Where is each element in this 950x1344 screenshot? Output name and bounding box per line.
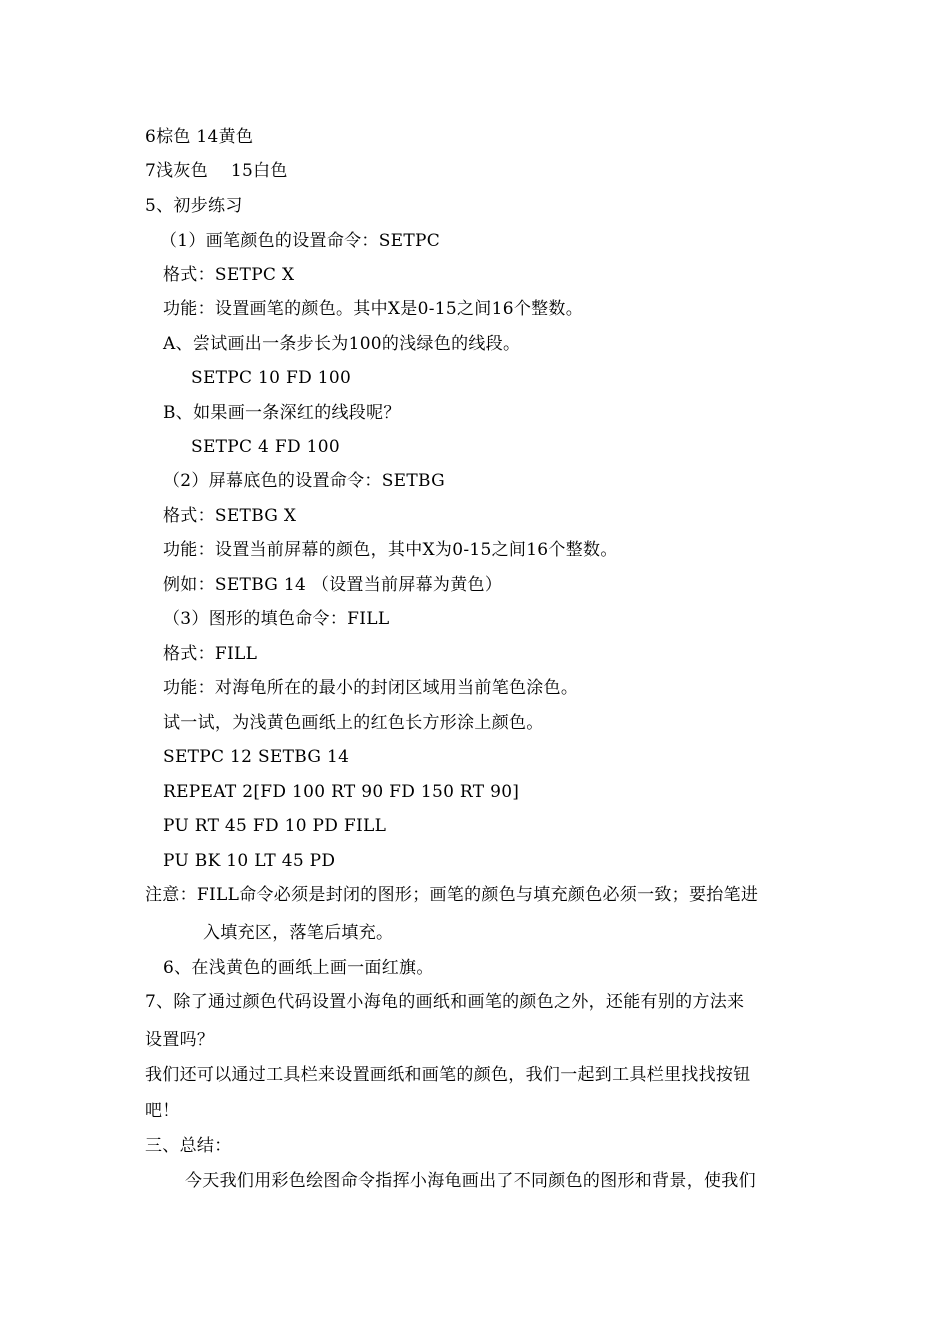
subsection-heading-setbg: （2）屏幕底色的设置命令：SETBG bbox=[163, 471, 445, 491]
exercise-a: A、尝试画出一条步长为100的浅绿色的线段。 bbox=[163, 334, 521, 354]
summary-heading: 三、总结： bbox=[145, 1136, 232, 1156]
color-list-line-7-15: 7浅灰色 15白色 bbox=[145, 161, 288, 181]
fill-code-line-3: PU RT 45 FD 10 PD FILL bbox=[163, 816, 387, 836]
toolbar-paragraph-line-2: 吧！ bbox=[145, 1101, 180, 1121]
setbg-example: 例如：SETBG 14 （设置当前屏幕为黄色） bbox=[163, 575, 503, 595]
subsection-heading-setpc: （1）画笔颜色的设置命令：SETPC bbox=[160, 231, 441, 251]
fill-code-line-1: SETPC 12 SETBG 14 bbox=[163, 747, 350, 767]
fill-try-it: 试一试，为浅黄色画纸上的红色长方形涂上颜色。 bbox=[163, 713, 544, 733]
color-list-line-6-14: 6棕色 14黄色 bbox=[145, 127, 254, 147]
setbg-format: 格式：SETBG X bbox=[163, 506, 297, 526]
fill-format: 格式：FILL bbox=[163, 644, 258, 664]
note-line-2: 入填充区，落笔后填充。 bbox=[203, 923, 394, 943]
exercise-b: B、如果画一条深红的线段呢？ bbox=[163, 403, 401, 423]
subsection-heading-fill: （3）图形的填色命令：FILL bbox=[163, 609, 390, 629]
section-item-6: 6、在浅黄色的画纸上画一面红旗。 bbox=[163, 958, 434, 978]
fill-function: 功能：对海龟所在的最小的封闭区域用当前笔色涂色。 bbox=[163, 678, 579, 698]
code-exercise-a: SETPC 10 FD 100 bbox=[191, 368, 352, 388]
note-line-1: 注意：FILL命令必须是封闭的图形；画笔的颜色与填充颜色必须一致；要抬笔进 bbox=[145, 885, 759, 905]
summary-paragraph-line-1: 今天我们用彩色绘图命令指挥小海龟画出了不同颜色的图形和背景，使我们 bbox=[185, 1171, 756, 1191]
setpc-function: 功能：设置画笔的颜色。其中X是0-15之间16个整数。 bbox=[163, 299, 584, 319]
code-exercise-b: SETPC 4 FD 100 bbox=[191, 437, 340, 457]
fill-code-line-4: PU BK 10 LT 45 PD bbox=[163, 851, 336, 871]
section-item-7-line-2: 设置吗？ bbox=[145, 1030, 215, 1050]
setpc-format: 格式：SETPC X bbox=[163, 265, 295, 285]
toolbar-paragraph-line-1: 我们还可以通过工具栏来设置画纸和画笔的颜色，我们一起到工具栏里找找按钮 bbox=[145, 1065, 751, 1085]
setbg-function: 功能：设置当前屏幕的颜色，其中X为0-15之间16个整数。 bbox=[163, 540, 618, 560]
section-item-7-line-1: 7、除了通过颜色代码设置小海龟的画纸和画笔的颜色之外，还能有别的方法来 bbox=[145, 992, 745, 1012]
section-heading-5: 5、初步练习 bbox=[145, 196, 243, 216]
fill-code-line-2: REPEAT 2[FD 100 RT 90 FD 150 RT 90] bbox=[163, 782, 520, 802]
